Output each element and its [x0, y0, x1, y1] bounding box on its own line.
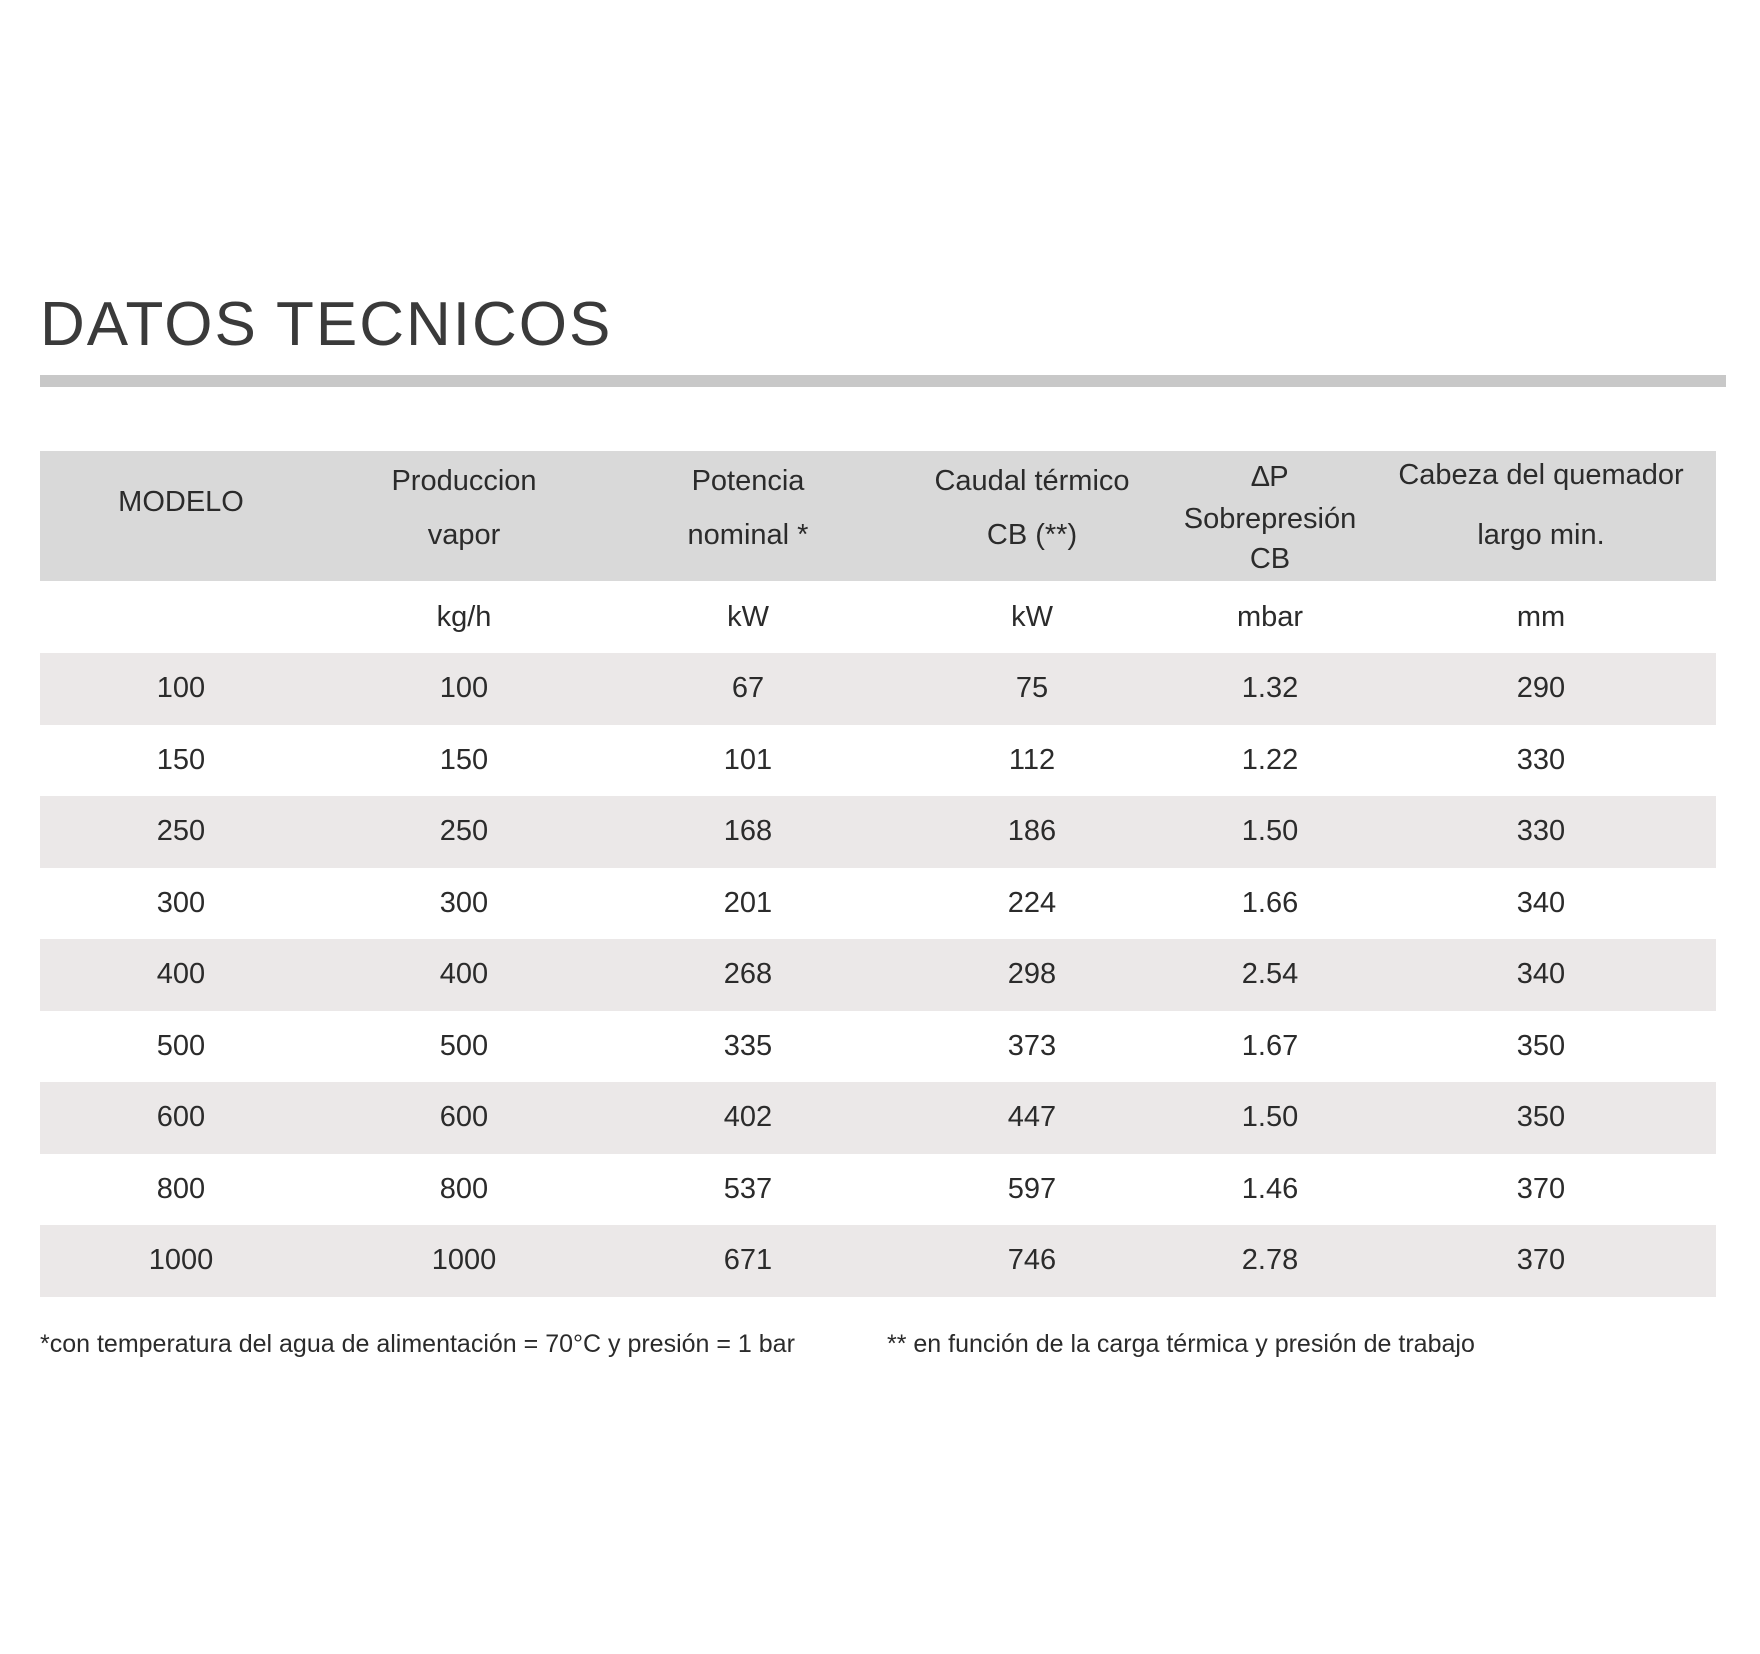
header-line: CB (**)	[986, 519, 1078, 551]
cell-sobrepresion: 1.22	[1241, 743, 1299, 776]
unit-cell: kW	[727, 600, 769, 633]
header-line: ∆P	[1251, 461, 1289, 493]
cell-caudal: 373	[1007, 1029, 1057, 1062]
cell-cabeza: 370	[1516, 1172, 1566, 1205]
unit-cell: mm	[1516, 600, 1566, 633]
header-line: nominal *	[687, 519, 809, 551]
header-potencia-nominal	[606, 451, 890, 581]
cell-produccion: 600	[439, 1101, 489, 1134]
cell-sobrepresion: 1.67	[1241, 1029, 1299, 1062]
cell-caudal: 447	[1007, 1101, 1057, 1134]
cell-modelo: 250	[156, 815, 206, 848]
cell-produccion: 800	[439, 1172, 489, 1205]
cell-modelo: 600	[156, 1101, 206, 1134]
unit-cell: kg/h	[436, 600, 492, 633]
cell-caudal: 75	[1015, 672, 1049, 705]
cell-potencia: 268	[723, 958, 773, 991]
table-row	[40, 653, 1716, 725]
cell-caudal: 746	[1007, 1244, 1057, 1277]
header-caudal-termico	[890, 451, 1174, 581]
cell-sobrepresion: 1.50	[1241, 1101, 1299, 1134]
table-row	[40, 1011, 1716, 1083]
cell-modelo: 1000	[148, 1244, 214, 1277]
header-cabeza-quemador	[1366, 451, 1716, 581]
cell-potencia: 168	[723, 815, 773, 848]
header-line: vapor	[427, 519, 501, 551]
cell-cabeza: 330	[1516, 815, 1566, 848]
table-row	[40, 939, 1716, 1011]
cell-potencia: 67	[731, 672, 765, 705]
cell-sobrepresion: 2.78	[1241, 1244, 1299, 1277]
cell-potencia: 537	[723, 1172, 773, 1205]
unit-cell: kW	[1011, 600, 1053, 633]
table-row	[40, 868, 1716, 940]
header-line: Potencia	[691, 465, 805, 497]
header-line: Sobrepresión	[1183, 503, 1357, 535]
table-row	[40, 1154, 1716, 1226]
footnote-temperature: *con temperatura del agua de alimentación = 70°C y presión = 1 bar	[40, 1330, 795, 1358]
cell-potencia: 671	[723, 1244, 773, 1277]
cell-caudal: 597	[1007, 1172, 1057, 1205]
cell-caudal: 112	[1008, 743, 1056, 776]
cell-potencia: 402	[723, 1101, 773, 1134]
header-modelo	[40, 451, 322, 581]
cell-sobrepresion: 1.66	[1241, 886, 1299, 919]
header-line: Produccion	[391, 465, 537, 497]
cell-modelo: 150	[156, 743, 206, 776]
header-produccion-vapor	[322, 451, 606, 581]
table-row	[40, 796, 1716, 868]
header-line: largo min.	[1477, 519, 1605, 551]
cell-caudal: 186	[1007, 815, 1057, 848]
table-row	[40, 1225, 1716, 1297]
cell-modelo: 500	[156, 1029, 206, 1062]
cell-produccion: 100	[439, 672, 489, 705]
page-title: DATOS TECNICOS	[40, 290, 613, 359]
cell-produccion: 1000	[431, 1244, 497, 1277]
header-line: Caudal térmico	[934, 465, 1130, 497]
cell-cabeza: 290	[1516, 672, 1566, 705]
cell-sobrepresion: 2.54	[1241, 958, 1299, 991]
cell-potencia: 335	[723, 1029, 773, 1062]
unit-cell: mbar	[1236, 600, 1304, 633]
cell-caudal: 224	[1007, 886, 1057, 919]
cell-cabeza: 370	[1516, 1244, 1566, 1277]
cell-cabeza: 330	[1516, 743, 1566, 776]
cell-produccion: 250	[439, 815, 489, 848]
cell-cabeza: 350	[1516, 1101, 1566, 1134]
cell-produccion: 300	[439, 886, 489, 919]
cell-modelo: 400	[156, 958, 206, 991]
units-row	[40, 581, 1716, 653]
cell-modelo: 100	[156, 672, 206, 705]
cell-sobrepresion: 1.46	[1241, 1172, 1299, 1205]
header-sobrepresion	[1174, 451, 1366, 581]
table-row	[40, 725, 1716, 797]
cell-cabeza: 340	[1516, 886, 1566, 919]
cell-produccion: 150	[439, 743, 489, 776]
title-divider	[40, 375, 1726, 387]
cell-produccion: 500	[439, 1029, 489, 1062]
cell-modelo: 300	[156, 886, 206, 919]
cell-cabeza: 350	[1516, 1029, 1566, 1062]
technical-data-table	[40, 451, 1716, 1297]
table-row	[40, 1082, 1716, 1154]
header-line: MODELO	[118, 486, 244, 518]
cell-sobrepresion: 1.50	[1241, 815, 1299, 848]
footnote-thermal-load: ** en función de la carga térmica y presión de trabajo	[887, 1330, 1475, 1358]
table-header-row	[40, 451, 1716, 581]
cell-caudal: 298	[1007, 958, 1057, 991]
cell-modelo: 800	[156, 1172, 206, 1205]
cell-sobrepresion: 1.32	[1241, 672, 1299, 705]
cell-cabeza: 340	[1516, 958, 1566, 991]
header-line: CB	[1249, 543, 1291, 575]
cell-potencia: 201	[723, 886, 773, 919]
cell-potencia: 101	[723, 743, 773, 776]
cell-produccion: 400	[439, 958, 489, 991]
header-line: Cabeza del quemador	[1398, 459, 1684, 491]
